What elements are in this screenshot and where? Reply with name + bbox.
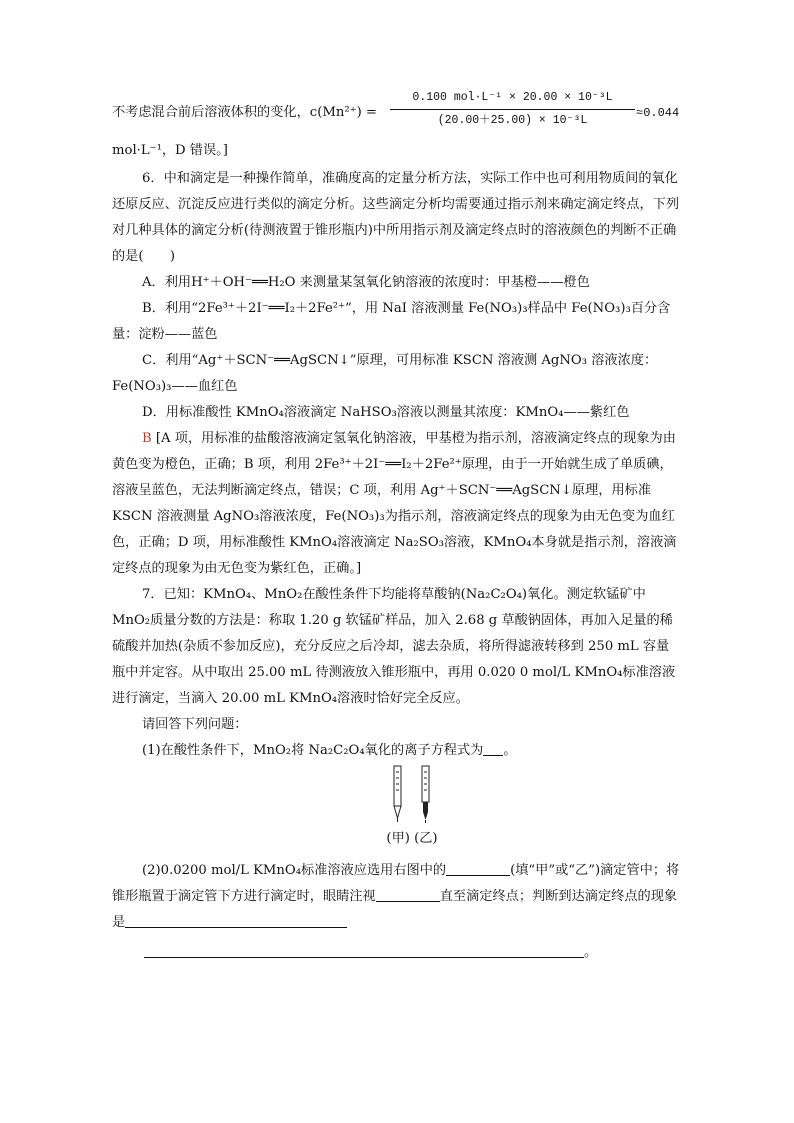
equation-fraction xyxy=(390,88,635,131)
part-1-end: 。 xyxy=(503,743,517,758)
equation-left: 不考虑混合前后溶液体积的变化，c(Mn²⁺) = xyxy=(112,105,377,120)
answer-letter: B xyxy=(142,431,152,446)
question-6-stem: 6．中和滴定是一种操作简单，准确度高的定量分析方法，实际工作中也可利用物质间的氧化还原反应、沉淀反应进行类似的滴定分析。这些滴定分析均需要通过指示剂来确定滴定终点，下列对几种具体的滴定分析(待测液置于锥形瓶内)中所用指示剂及滴定终点时的溶液颜色的判断不正确的是( ) xyxy=(112,171,680,264)
fraction-denominator: (20.00＋25.00) × 10⁻³L xyxy=(437,114,588,127)
answer-blank-3[interactable] xyxy=(376,885,440,902)
burettes-diagram xyxy=(112,764,682,824)
part-2-text-a: (2)0.0200 mol/L KMnO₄标准溶液应选用右图中的 xyxy=(142,863,447,878)
equation-tail: mol·L⁻¹，D 错误。] xyxy=(112,143,228,158)
question-7-stem: 7．已知：KMnO₄、MnO₂在酸性条件下均能将草酸钠(Na₂C₂O₄)氧化。测定软锰矿中 MnO₂质量分数的方法是：称取 1.20 g 软锰矿样品，加入 2.68 g 草酸钠固体，再加入足量的稀硫酸并加热(杂质不参加反应)，充分反应之后冷却，滤去杂质，将所得滤液转移到 250 mL 容量瓶中并定容。从中取出 25.00 mL 待测液放入锥形瓶中，再用 0.020 0 mol/L KMnO₄标准溶液进行滴定，当滴入 20.00 mL KMnO₄溶液时恰好完全反应。 xyxy=(112,587,676,706)
question-6-option-d: D．用标准酸性 KMnO₄溶液滴定 NaHSO₃溶液以测量其浓度：KMnO₄——紫红色 xyxy=(142,405,630,420)
answer-explanation: [A 项，用标准的盐酸溶液滴定氢氧化钠溶液，甲基橙为指示剂，溶液滴定终点的现象为由黄色变为橙色，正确；B 项，利用 2Fe³⁺＋2I⁻══I₂＋2Fe²⁺原理，由于一开始就生成了单质碘，溶液呈蓝色，无法判断滴定终点，错误；C 项，利用 Ag⁺＋SCN⁻══AgSCN↓原理，用标准 KSCN 溶液测量 AgNO₃溶液浓度，Fe(NO₃)₃为指示剂，溶液滴定终点的现象为由无色变为血红色，正确；D 项，用标准酸性 KMnO₄溶液滴定 Na₂SO₃溶液，KMnO₄本身就是指示剂，溶液滴定终点的现象为由无色变为紫红色，正确。] xyxy=(112,431,677,576)
question-7-part-2 xyxy=(112,858,682,936)
question-6-option-c: C．利用“Ag⁺＋SCN⁻══AgSCN↓”原理，可用标准 KSCN 溶液测 AgNO₃ 溶液浓度：Fe(NO₃)₃——血红色 xyxy=(112,353,658,394)
question-6-answer xyxy=(112,426,682,582)
part-2-text-b: (填“甲”或“乙”)滴定管中；将锥形瓶置于滴定管下方进行滴定时，眼睛注视 xyxy=(112,863,680,904)
fraction-numerator: 0.100 mol·L⁻¹ × 20.00 × 10⁻³L xyxy=(390,88,635,110)
figure-caption: (甲) (乙) xyxy=(386,831,438,846)
base-burette-icon xyxy=(422,766,429,823)
answer-blank-4[interactable] xyxy=(125,911,347,928)
question-7-part-1 xyxy=(112,738,682,764)
answer-blank-5[interactable] xyxy=(144,941,584,958)
part-2-text-c: 直至滴定终点；判断到达滴定终点的现象是 xyxy=(112,889,678,930)
burette-figure xyxy=(112,764,682,824)
document-page xyxy=(112,88,682,966)
question-6-option-a: A．利用H⁺＋OH⁻══H₂O 来测量某氢氧化钠溶液的浓度时：甲基橙——橙色 xyxy=(142,275,590,290)
acid-burette-icon xyxy=(394,766,401,822)
question-7-prompt: 请回答下列问题： xyxy=(142,717,248,732)
part-1-text: (1)在酸性条件下，MnO₂将 Na₂C₂O₄氧化的离子方程式为 xyxy=(142,743,484,758)
equation-result: ≈0.044 xyxy=(636,106,680,120)
answer-blank-1[interactable] xyxy=(483,739,503,756)
question-7-part-2-continued xyxy=(112,940,682,966)
answer-blank-2[interactable] xyxy=(446,859,510,876)
concentration-equation xyxy=(112,88,682,134)
part-2-end: 。 xyxy=(584,945,598,960)
question-6-option-b: B．利用“2Fe³⁺＋2I⁻══I₂＋2Fe²⁺”，用 NaI 溶液测量 Fe(NO₃)₃样品中 Fe(NO₃)₃百分含量：淀粉——蓝色 xyxy=(112,301,671,342)
